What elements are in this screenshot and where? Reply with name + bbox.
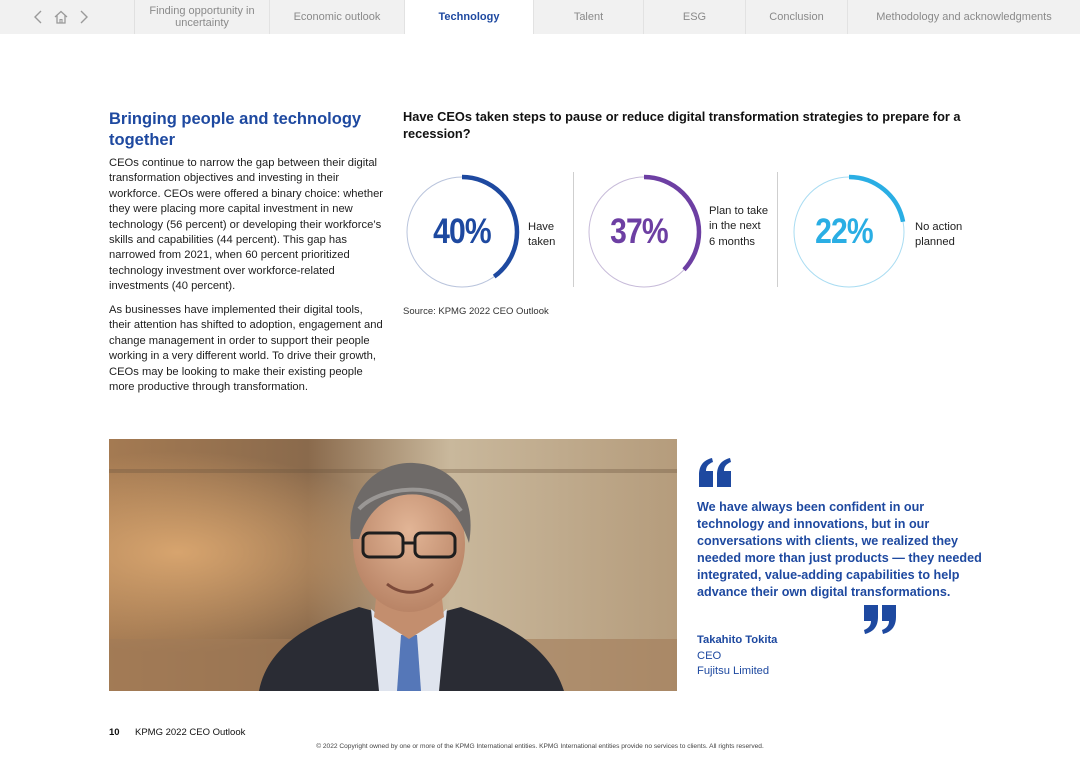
copyright-notice: © 2022 Copyright owned by one or more of the KPMG International entities. KPMG International entities provide no services to clients. All rights reserved. — [316, 743, 764, 750]
nav-controls — [0, 0, 135, 34]
chevron-left-icon[interactable] — [32, 10, 44, 24]
open-quote-icon — [697, 457, 733, 494]
body-paragraph-2: As businesses have implemented their digital tools, their attention has shifted to adoption, engagement and change management in order to support their people working in a very different world. To drive their growth, CEOs may be looking to make their existing people more productive through transformation. — [109, 304, 383, 394]
quote-author-title: CEO — [697, 650, 722, 662]
stat-label-have-taken: Have taken — [528, 221, 556, 249]
tab-technology[interactable]: Technology — [405, 0, 534, 34]
quote-author-name: Takahito Tokita — [697, 634, 778, 646]
stat-label-plan-to-take: Plan to take in the next 6 months — [709, 205, 769, 248]
stat-value-no-action: 22% — [815, 212, 873, 251]
quote-author-company: Fujitsu Limited — [697, 665, 770, 677]
body-paragraph-1: CEOs continue to narrow the gap between their digital transformation objectives and investing in their workforce. CEOs were offered a binary choice: whether they were placing more capital investment in new technology (56 percent) or developing their workforce’s skills and capabilities (44 percent). This gap has narrowed from 2021, when 60 percent prioritized technology investment over workforce-related investments (40 percent). — [109, 157, 384, 293]
publication-name: KPMG 2022 CEO Outlook — [135, 727, 246, 738]
quote-text: We have always been confident in our technology and innovations, but in our conversations with clients, we realized they needed more than just products — they needed integrated, value-adding capabilities to help advance their own digital transformations. — [697, 500, 982, 599]
page-number: 10 — [109, 727, 120, 738]
close-quote-icon — [862, 603, 898, 640]
chevron-right-icon[interactable] — [78, 10, 90, 24]
home-icon[interactable] — [53, 10, 69, 24]
tab-talent[interactable]: Talent — [534, 0, 644, 34]
stat-have-taken — [403, 173, 573, 291]
tab-esg[interactable]: ESG — [644, 0, 746, 34]
stat-plan-to-take — [585, 173, 775, 291]
source-note: Source: KPMG 2022 CEO Outlook — [403, 306, 549, 317]
top-navigation — [0, 0, 1080, 34]
section-heading: Bringing people and technology together — [109, 110, 362, 149]
infographic-question: Have CEOs taken steps to pause or reduce digital transformation strategies to prepare for a recession? — [403, 109, 961, 141]
stat-label-no-action: No action planned — [915, 221, 963, 249]
ceo-portrait-photo — [109, 439, 677, 691]
stat-value-plan-to-take: 37% — [610, 212, 668, 251]
divider — [573, 172, 574, 287]
divider — [777, 172, 778, 287]
tab-methodology[interactable]: Methodology and acknowledgments — [848, 0, 1080, 34]
stat-no-action — [790, 173, 980, 291]
stat-value-have-taken: 40% — [433, 212, 491, 251]
tab-economic-outlook[interactable]: Economic outlook — [270, 0, 405, 34]
tab-conclusion[interactable]: Conclusion — [746, 0, 848, 34]
tab-finding-opportunity[interactable]: Finding opportunity in uncertainty — [135, 0, 270, 34]
